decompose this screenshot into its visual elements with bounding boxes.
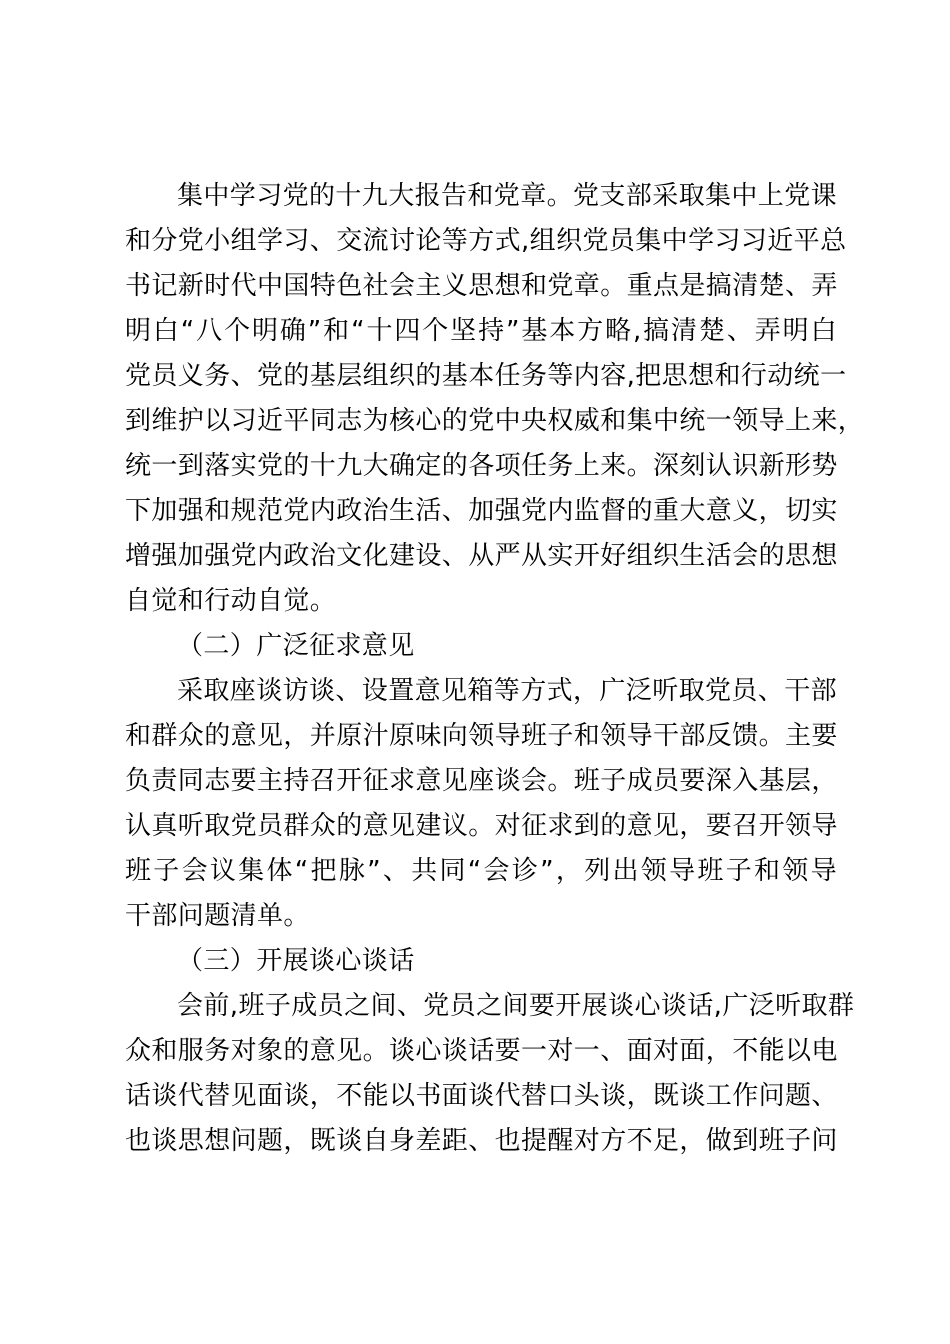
text-line: 明白“八个明确”和“十四个坚持”基本方略,搞清楚、弄明白 — [125, 316, 837, 346]
text-line: 也谈思想问题，既谈自身差距、也提醒对方不足，做到班子问 — [125, 1126, 838, 1156]
text-line: 会前,班子成员之间、党员之间要开展谈心谈话,广泛听取群 — [177, 991, 855, 1021]
text-line: 干部问题清单。 — [125, 901, 310, 931]
text-line: 认真听取党员群众的意见建议。对征求到的意见，要召开领导 — [125, 811, 838, 841]
text-line: 到维护以习近平同志为核心的党中央权威和集中统一领导上来， — [125, 406, 865, 436]
text-line: 和群众的意见，并原汁原味向领导班子和领导干部反馈。主要 — [125, 721, 838, 751]
text-line: 负责同志要主持召开征求意见座谈会。班子成员要深入基层， — [125, 766, 838, 796]
paragraph-heart-to-heart-talks — [125, 984, 855, 1164]
text-line: 自觉和行动自觉。 — [125, 586, 337, 616]
section-heading-solicit-opinions: （二）广泛征求意见 — [177, 631, 415, 661]
text-line: 话谈代替见面谈，不能以书面谈代替口头谈，既谈工作问题、 — [125, 1081, 838, 1111]
text-line: 班子会议集体“把脉”、共同“会诊”，列出领导班子和领导 — [125, 856, 837, 886]
paragraph-solicit-opinions — [125, 669, 837, 939]
text-line: 采取座谈访谈、设置意见箱等方式，广泛听取党员、干部 — [177, 676, 838, 706]
text-line: 党员义务、党的基层组织的基本任务等内容,把思想和行动统一 — [125, 361, 847, 391]
text-line: 众和服务对象的意见。谈心谈话要一对一、面对面，不能以电 — [125, 1036, 838, 1066]
text-line: 书记新时代中国特色社会主义思想和党章。重点是搞清楚、弄 — [125, 271, 838, 301]
paragraph-study-party-constitution — [125, 174, 865, 624]
text-line: 集中学习党的十九大报告和党章。党支部采取集中上党课 — [177, 181, 838, 211]
text-line: 增强加强党内政治文化建设、从严从实开好组织生活会的思想 — [125, 541, 838, 571]
text-line: 和分党小组学习、交流讨论等方式,组织党员集中学习习近平总 — [125, 226, 847, 256]
document-body — [125, 174, 865, 1164]
text-line: 下加强和规范党内政治生活、加强党内监督的重大意义，切实 — [125, 496, 838, 526]
text-line: 统一到落实党的十九大确定的各项任务上来。深刻认识新形势 — [125, 451, 838, 481]
section-heading-heart-to-heart-talks: （三）开展谈心谈话 — [177, 946, 415, 976]
